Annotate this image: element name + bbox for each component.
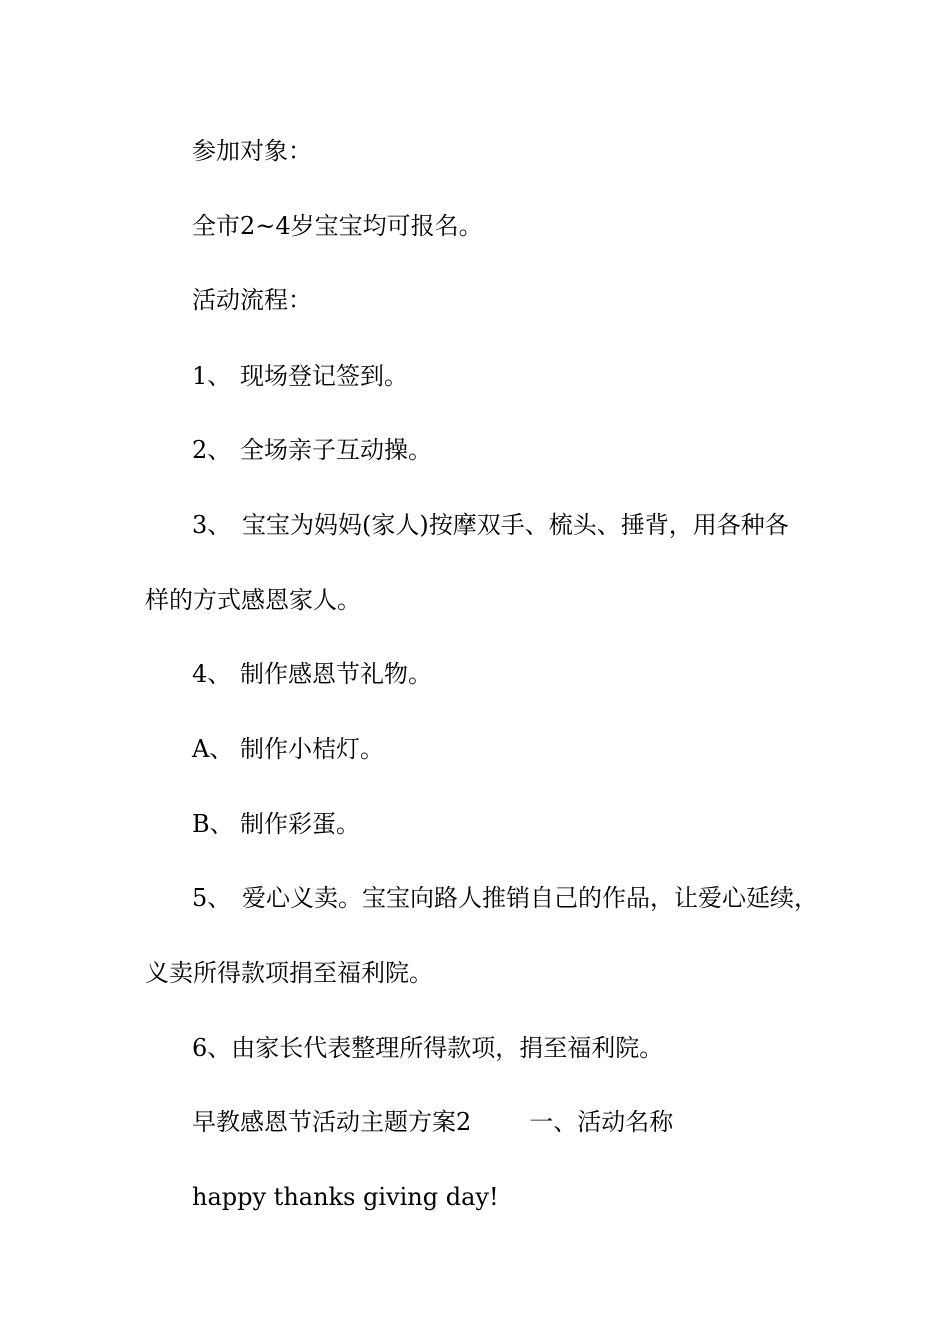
list-item	[192, 1033, 663, 1063]
list-item	[192, 734, 384, 764]
list-item-number: 4、	[192, 660, 232, 688]
list-item-number: 3、	[192, 511, 232, 539]
list-item-number: A、	[192, 735, 234, 763]
plan-title-line	[192, 1107, 673, 1137]
plan-title: 早教感恩节活动主题方案2	[192, 1108, 472, 1136]
list-item-text: 由家长代表整理所得款项，捐至福利院。	[231, 1034, 664, 1062]
list-item-number: 6、	[192, 1034, 232, 1062]
list-item-text: 制作彩蛋。	[240, 810, 360, 838]
list-item-text: 宝宝为妈妈(家人)按摩双手、梳头、捶背，用各种各	[242, 511, 789, 539]
list-item	[192, 510, 789, 540]
list-item	[192, 659, 432, 689]
list-item-continuation: 样的方式感恩家人。	[145, 586, 361, 614]
list-item-number: 2、	[192, 436, 232, 464]
list-item-number: 1、	[192, 362, 232, 390]
list-item	[192, 361, 408, 391]
section-heading: 一、活动名称	[529, 1108, 674, 1136]
list-item-text: 爱心义卖。宝宝向路人推销自己的作品，让爱心延续，	[242, 884, 818, 912]
list-item-text: 制作小桔灯。	[240, 735, 384, 763]
list-item-continuation: 义卖所得款项捐至福利院。	[145, 959, 433, 987]
participants-heading: 参加对象：	[192, 137, 312, 165]
list-item-text: 全场亲子互动操。	[240, 436, 432, 464]
list-item-number: 5、	[192, 884, 232, 912]
list-item	[192, 435, 432, 465]
activity-name: happy thanks giving day!	[192, 1183, 499, 1211]
list-item-text: 现场登记签到。	[240, 362, 408, 390]
process-heading: 活动流程：	[192, 286, 312, 314]
list-item-text: 制作感恩节礼物。	[240, 660, 432, 688]
list-item	[192, 883, 818, 913]
list-item	[192, 809, 360, 839]
list-item-number: B、	[192, 810, 234, 838]
participants-text: 全市2~4岁宝宝均可报名。	[192, 212, 483, 240]
